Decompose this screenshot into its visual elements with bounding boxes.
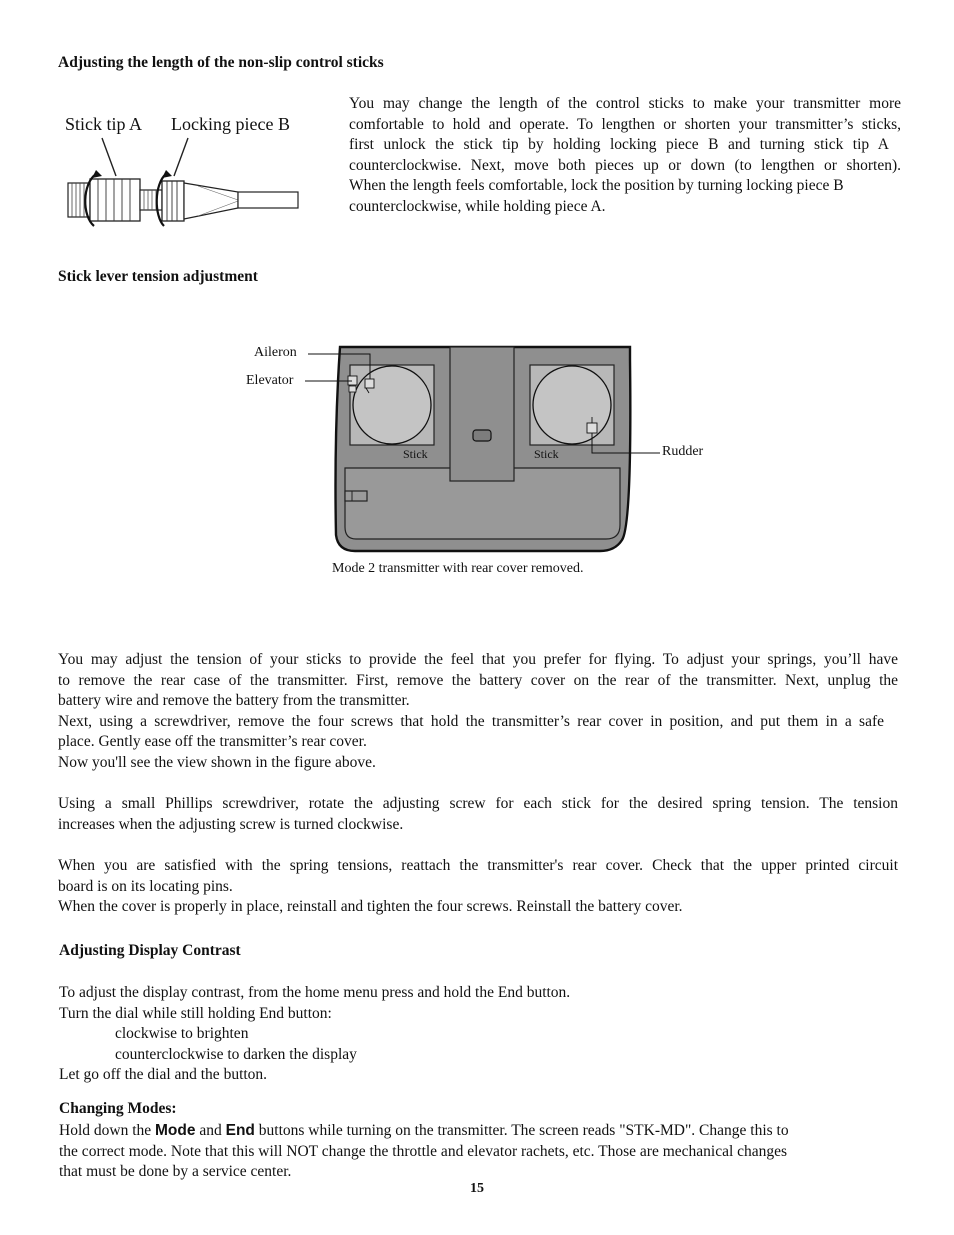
text-fragment: buttons while turning on the transmitter. The screen reads "STK-MD". Change this to (254, 1122, 789, 1139)
section-heading-tension: Stick lever tension adjustment (58, 268, 258, 285)
left-stick-label: Stick (403, 447, 428, 461)
text-line: Let go off the dial and the button. (59, 1066, 268, 1084)
section-heading-modes: Changing Modes: (59, 1100, 177, 1117)
text-line: Turn the dial while still holding End button: (59, 1004, 332, 1022)
contrast-instructions (59, 983, 899, 1086)
text-line: increases when the adjusting screw is turned clockwise. (58, 815, 404, 833)
text-line: You may change the length of the control sticks to make your transmitter more (349, 95, 901, 112)
text-line: board is on its locating pins. (58, 877, 233, 895)
indented-line: clockwise to brighten (115, 1025, 249, 1043)
tension-paragraph-3 (58, 856, 898, 918)
text-line: place. Gently ease off the transmitter’s rear cover. (58, 733, 367, 751)
elevator-label: Elevator (246, 373, 294, 388)
transmitter-rear-illustration (230, 335, 730, 585)
text-line: that must be done by a service center. (59, 1163, 292, 1181)
text-line: When the cover is properly in place, reinstall and tighten the four screws. Reinstall the battery cover. (58, 898, 683, 916)
text-line: counterclockwise. Next, move both pieces up or down (to lengthen or shorten). (349, 156, 901, 174)
tension-paragraph-2 (58, 794, 898, 835)
end-button-label: End (225, 1122, 255, 1139)
figure-caption: Mode 2 transmitter with rear cover removed. (332, 561, 584, 576)
tension-paragraph-1 (58, 650, 898, 774)
modes-instructions (59, 1121, 899, 1183)
right-stick-label: Stick (534, 447, 559, 461)
aileron-label: Aileron (254, 345, 297, 360)
text-line: To adjust the display contrast, from the home menu press and hold the End button. (59, 984, 571, 1001)
text-line: Now you'll see the view shown in the figure above. (58, 753, 376, 771)
stick-length-instructions (349, 94, 901, 218)
text-line: When the length feels comfortable, lock the position by turning locking piece B (349, 177, 844, 195)
control-stick-illustration (58, 108, 318, 233)
text-line: counterclockwise, while holding piece A. (349, 197, 606, 215)
text-line: to remove the rear case of the transmitter. First, remove the battery cover on the rear of the transmitter. Next, unplug the (58, 671, 898, 689)
rudder-label: Rudder (662, 444, 704, 459)
indented-line: counterclockwise to darken the display (115, 1045, 357, 1063)
text-line: Using a small Phillips screwdriver, rotate the adjusting screw for each stick for the desired spring tension. The tension (58, 795, 898, 812)
section-heading-stick-length: Adjusting the length of the non-slip control sticks (58, 54, 384, 71)
text-fragment: Hold down the (59, 1122, 156, 1139)
text-line: When you are satisfied with the spring tensions, reattach the transmitter's rear cover. Check that the upper printed circuit (58, 857, 898, 874)
text-line: You may adjust the tension of your sticks to provide the feel that you prefer for flying. To adjust your springs, you’ll have (58, 651, 898, 668)
text-fragment: and (195, 1122, 226, 1139)
text-line: Next, using a screwdriver, remove the four screws that hold the transmitter’s rear cover in position, and put them in a safe (58, 712, 884, 730)
mode-button-label: Mode (155, 1122, 196, 1139)
text-line: comfortable to hold and operate. To lengthen or shorten your transmitter’s sticks, (349, 115, 901, 133)
section-heading-contrast: Adjusting Display Contrast (59, 942, 241, 959)
text-line: first unlock the stick tip by holding locking piece B and turning stick tip A (349, 136, 889, 154)
text-line: battery wire and remove the battery from the transmitter. (58, 692, 410, 710)
stick-length-figure (58, 108, 318, 233)
text-line (59, 1121, 899, 1142)
page-number: 15 (470, 1181, 484, 1196)
transmitter-figure (230, 335, 730, 585)
text-line: the correct mode. Note that this will NOT change the throttle and elevator rachets, etc. Those are mechanical changes (59, 1142, 788, 1160)
locking-piece-b-label: Locking piece B (171, 114, 290, 134)
stick-tip-a-label: Stick tip A (65, 114, 143, 134)
